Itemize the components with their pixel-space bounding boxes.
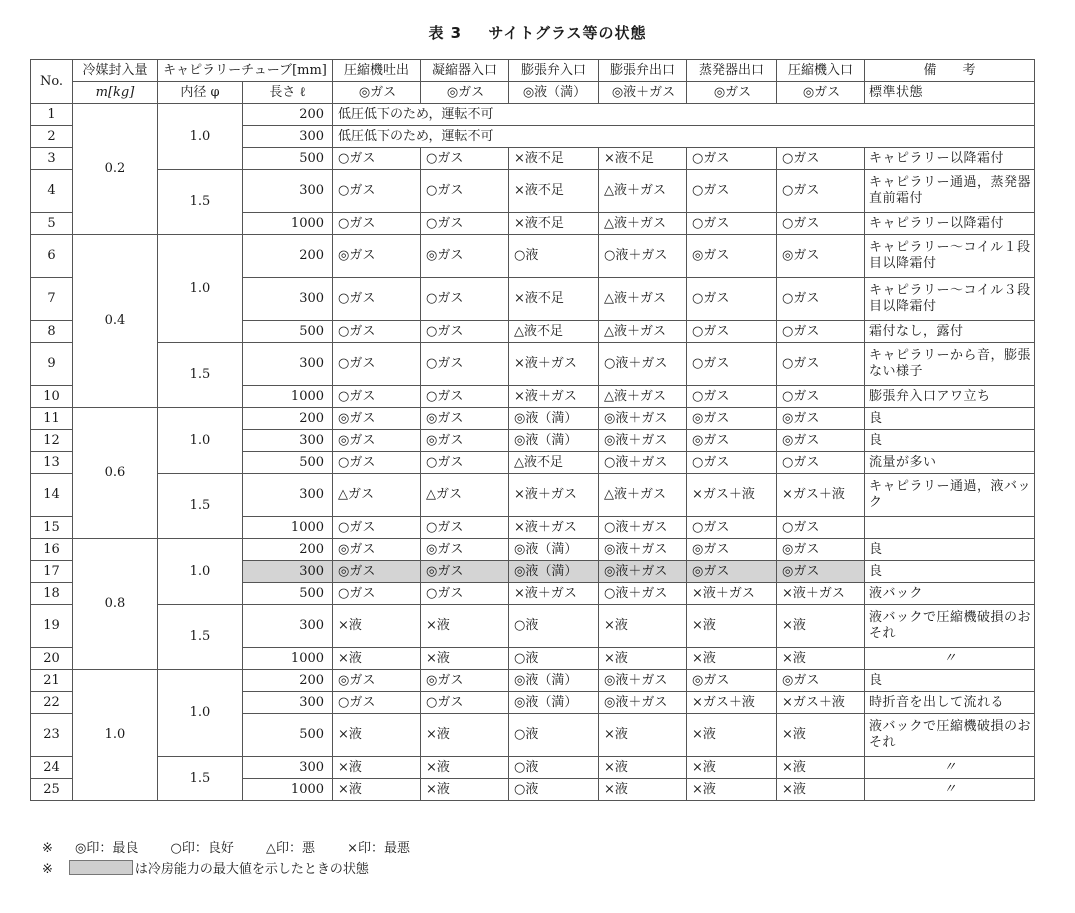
status-cell: ×ガス＋液: [687, 474, 777, 517]
row-number: 4: [31, 170, 73, 213]
status-cell: ◎ガス: [421, 235, 509, 278]
standard-col-4: ◎液＋ガス: [599, 82, 687, 104]
status-cell: ◎ガス: [777, 408, 865, 430]
row-number: 9: [31, 343, 73, 386]
status-cell: ×液: [333, 757, 421, 779]
status-cell: ×液: [687, 779, 777, 801]
remark-cell: 時折音を出して流れる: [865, 692, 1035, 714]
status-cell: ×液不足: [509, 148, 599, 170]
status-cell: ×ガス＋液: [687, 692, 777, 714]
length-cell: 300: [243, 170, 333, 213]
status-cell: ×液: [421, 779, 509, 801]
remark-cell: 良: [865, 539, 1035, 561]
status-cell: ◎液（満）: [509, 408, 599, 430]
charge-cell: 0.2: [73, 104, 158, 235]
status-cell: ×液: [777, 757, 865, 779]
table-row: [31, 539, 1035, 561]
status-cell: ◎ガス: [333, 670, 421, 692]
status-cell: ×液: [687, 714, 777, 757]
diameter-cell: 1.5: [158, 474, 243, 539]
table-row: [31, 104, 1035, 126]
status-cell: ×液: [687, 648, 777, 670]
status-cell: ○液: [509, 779, 599, 801]
status-cell: △ガス: [333, 474, 421, 517]
status-cell: ×液: [333, 605, 421, 648]
status-cell: ◎液＋ガス: [599, 692, 687, 714]
diameter-cell: 1.0: [158, 408, 243, 474]
status-cell: ◎ガス: [421, 408, 509, 430]
status-cell: ◎液（満）: [509, 670, 599, 692]
charge-cell: 0.4: [73, 235, 158, 408]
legend-best: ◎印：最良: [75, 841, 139, 856]
status-cell: △液＋ガス: [599, 170, 687, 213]
table-row: [31, 343, 1035, 386]
status-cell: ◎ガス: [421, 561, 509, 583]
highlight-swatch: [69, 860, 133, 875]
diameter-cell: 1.0: [158, 539, 243, 605]
table-row: [31, 474, 1035, 517]
status-cell: ×液: [599, 605, 687, 648]
header-row-2: [31, 82, 1035, 104]
remark-cell: キャピラリーから音，膨張ない様子: [865, 343, 1035, 386]
status-cell: ○ガス: [687, 148, 777, 170]
length-cell: 200: [243, 539, 333, 561]
row-number: 19: [31, 605, 73, 648]
row-number: 24: [31, 757, 73, 779]
status-cell: ○ガス: [421, 583, 509, 605]
header-no: No.: [31, 60, 73, 104]
diameter-cell: 1.5: [158, 605, 243, 670]
status-cell: ◎ガス: [421, 670, 509, 692]
status-cell: ○ガス: [421, 452, 509, 474]
status-cell: ○ガス: [333, 321, 421, 343]
row-number: 3: [31, 148, 73, 170]
header-col-1: 圧縮機吐出: [333, 60, 421, 82]
length-cell: 300: [243, 343, 333, 386]
status-cell: ○ガス: [333, 148, 421, 170]
table-caption: サイトグラス等の状態: [488, 24, 647, 42]
standard-col-1: ◎ガス: [333, 82, 421, 104]
table-number: 表 3: [428, 24, 463, 42]
status-cell: ○液: [509, 714, 599, 757]
status-cell: ○ガス: [687, 386, 777, 408]
header-charge-unit: m[kg]: [73, 82, 158, 104]
length-cell: 1000: [243, 648, 333, 670]
legend-footnote: [42, 837, 410, 856]
remark-cell: 良: [865, 430, 1035, 452]
standard-col-6: ◎ガス: [777, 82, 865, 104]
remark-cell: 〃: [865, 757, 1035, 779]
remark-cell: 液バック: [865, 583, 1035, 605]
length-cell: 500: [243, 452, 333, 474]
status-cell: ○液: [509, 648, 599, 670]
legend-worst: ×印：最悪: [347, 841, 411, 856]
remark-cell: 良: [865, 561, 1035, 583]
length-cell: 300: [243, 126, 333, 148]
length-cell: 200: [243, 104, 333, 126]
status-cell: ×液＋ガス: [509, 583, 599, 605]
header-remarks: 備 考: [865, 60, 1035, 82]
header-col-4: 膨張弁出口: [599, 60, 687, 82]
diameter-cell: 1.0: [158, 104, 243, 170]
status-cell: ×液＋ガス: [509, 474, 599, 517]
status-cell: ○ガス: [777, 386, 865, 408]
remark-cell: 流量が多い: [865, 452, 1035, 474]
status-cell: ◎ガス: [687, 430, 777, 452]
length-cell: 300: [243, 757, 333, 779]
status-cell: ○ガス: [421, 148, 509, 170]
length-cell: 1000: [243, 213, 333, 235]
status-cell: ○ガス: [333, 692, 421, 714]
status-cell: ○ガス: [777, 213, 865, 235]
status-cell: ○ガス: [687, 278, 777, 321]
status-cell: ◎液（満）: [509, 539, 599, 561]
length-cell: 200: [243, 235, 333, 278]
status-cell: ◎ガス: [333, 561, 421, 583]
row-number: 17: [31, 561, 73, 583]
highlight-footnote: [42, 858, 369, 877]
status-cell: ○ガス: [687, 517, 777, 539]
status-cell: ○液＋ガス: [599, 452, 687, 474]
row-number: 16: [31, 539, 73, 561]
status-cell: ○ガス: [421, 692, 509, 714]
status-cell: ◎液（満）: [509, 692, 599, 714]
length-cell: 300: [243, 692, 333, 714]
header-charge: 冷媒封入量: [73, 60, 158, 82]
status-cell: ◎ガス: [421, 430, 509, 452]
length-cell: 300: [243, 474, 333, 517]
table-row: [31, 235, 1035, 278]
status-cell: ○ガス: [777, 278, 865, 321]
status-cell: ×液: [599, 648, 687, 670]
status-cell: ◎ガス: [777, 235, 865, 278]
status-cell: ◎ガス: [687, 235, 777, 278]
length-cell: 500: [243, 148, 333, 170]
status-cell: ○ガス: [421, 386, 509, 408]
table-row: [31, 605, 1035, 648]
header-col-5: 蒸発器出口: [687, 60, 777, 82]
remark-cell: [865, 517, 1035, 539]
status-cell: ×液＋ガス: [687, 583, 777, 605]
status-cell: ◎液＋ガス: [599, 430, 687, 452]
header-diameter: 内径 φ: [158, 82, 243, 104]
remark-cell: キャピラリー以降霜付: [865, 148, 1035, 170]
status-cell: ×液不足: [509, 170, 599, 213]
status-cell: ◎ガス: [777, 670, 865, 692]
diameter-cell: 1.0: [158, 235, 243, 343]
status-cell: ○液＋ガス: [599, 343, 687, 386]
status-cell: ×液＋ガス: [509, 517, 599, 539]
length-cell: 1000: [243, 779, 333, 801]
status-cell: ×液: [777, 605, 865, 648]
standard-col-3: ◎液（満）: [509, 82, 599, 104]
header-col-2: 凝縮器入口: [421, 60, 509, 82]
row-number: 22: [31, 692, 73, 714]
status-cell: ◎液＋ガス: [599, 561, 687, 583]
legend-good: ○印：良好: [170, 841, 234, 856]
status-cell: ○ガス: [421, 213, 509, 235]
status-cell: ◎ガス: [687, 561, 777, 583]
status-cell: ○ガス: [777, 517, 865, 539]
row-number: 10: [31, 386, 73, 408]
length-cell: 500: [243, 583, 333, 605]
row-number: 2: [31, 126, 73, 148]
row-number: 20: [31, 648, 73, 670]
footnote-mark: ※: [42, 841, 53, 856]
status-cell: ×液: [421, 605, 509, 648]
row-number: 12: [31, 430, 73, 452]
status-cell: ×液: [333, 779, 421, 801]
remark-cell: 霜付なし，露付: [865, 321, 1035, 343]
status-cell: ◎ガス: [333, 408, 421, 430]
status-cell: ◎ガス: [687, 408, 777, 430]
status-cell: ○ガス: [777, 343, 865, 386]
status-cell: ○液＋ガス: [599, 517, 687, 539]
status-cell: ×液: [687, 605, 777, 648]
status-cell: ×ガス＋液: [777, 692, 865, 714]
header-col-3: 膨張弁入口: [509, 60, 599, 82]
status-cell: ×液: [599, 714, 687, 757]
status-cell: ◎ガス: [333, 235, 421, 278]
length-cell: 300: [243, 561, 333, 583]
charge-cell: 0.6: [73, 408, 158, 539]
status-cell: ◎ガス: [777, 430, 865, 452]
status-cell: ×液＋ガス: [509, 343, 599, 386]
merged-status-cell: 低圧低下のため，運転不可: [333, 126, 1035, 148]
status-cell: ×液: [599, 757, 687, 779]
status-cell: ×ガス＋液: [777, 474, 865, 517]
status-cell: △液＋ガス: [599, 386, 687, 408]
status-cell: △液＋ガス: [599, 321, 687, 343]
remark-cell: キャピラリー～コイル１段目以降霜付: [865, 235, 1035, 278]
status-cell: ×液: [687, 757, 777, 779]
status-cell: ×液: [333, 648, 421, 670]
status-cell: ○ガス: [333, 386, 421, 408]
status-cell: ○ガス: [687, 343, 777, 386]
standard-note: 標準状態: [865, 82, 1035, 104]
row-number: 5: [31, 213, 73, 235]
remark-cell: 良: [865, 670, 1035, 692]
diameter-cell: 1.5: [158, 757, 243, 801]
standard-col-5: ◎ガス: [687, 82, 777, 104]
row-number: 11: [31, 408, 73, 430]
status-cell: ○ガス: [333, 452, 421, 474]
charge-cell: 1.0: [73, 670, 158, 801]
status-cell: ○ガス: [421, 278, 509, 321]
diameter-cell: 1.5: [158, 170, 243, 235]
diameter-cell: 1.5: [158, 343, 243, 408]
status-cell: ×液不足: [509, 213, 599, 235]
status-cell: ○ガス: [687, 321, 777, 343]
status-cell: ○ガス: [687, 452, 777, 474]
status-cell: ×液: [421, 757, 509, 779]
length-cell: 200: [243, 670, 333, 692]
row-number: 18: [31, 583, 73, 605]
status-cell: ○ガス: [333, 278, 421, 321]
length-cell: 300: [243, 605, 333, 648]
diameter-cell: 1.0: [158, 670, 243, 757]
status-cell: ○ガス: [421, 321, 509, 343]
standard-col-2: ◎ガス: [421, 82, 509, 104]
row-number: 1: [31, 104, 73, 126]
status-cell: ○ガス: [777, 452, 865, 474]
table-title: [0, 22, 1075, 43]
status-cell: ×液不足: [599, 148, 687, 170]
status-cell: ×液: [777, 714, 865, 757]
status-cell: ◎液（満）: [509, 430, 599, 452]
status-cell: ○ガス: [421, 343, 509, 386]
merged-status-cell: 低圧低下のため，運転不可: [333, 104, 1035, 126]
status-cell: ◎液（満）: [509, 561, 599, 583]
header-capillary: キャピラリーチューブ[mm]: [158, 60, 333, 82]
status-cell: ◎液＋ガス: [599, 670, 687, 692]
length-cell: 1000: [243, 386, 333, 408]
status-cell: △液不足: [509, 452, 599, 474]
status-cell: ○液＋ガス: [599, 235, 687, 278]
table-row: [31, 170, 1035, 213]
row-number: 8: [31, 321, 73, 343]
table-row: [31, 670, 1035, 692]
status-cell: ◎液＋ガス: [599, 408, 687, 430]
remark-cell: 液バックで圧縮機破損のおそれ: [865, 714, 1035, 757]
sight-glass-table: [30, 59, 1035, 801]
status-cell: ×液: [333, 714, 421, 757]
length-cell: 200: [243, 408, 333, 430]
table-row: [31, 408, 1035, 430]
status-cell: ×液＋ガス: [509, 386, 599, 408]
remark-cell: キャピラリー通過，蒸発器直前霜付: [865, 170, 1035, 213]
status-cell: ◎ガス: [687, 539, 777, 561]
row-number: 14: [31, 474, 73, 517]
status-cell: ○ガス: [687, 170, 777, 213]
status-cell: ○液: [509, 605, 599, 648]
remark-cell: キャピラリー～コイル３段目以降霜付: [865, 278, 1035, 321]
status-cell: ×液: [599, 779, 687, 801]
remark-cell: 〃: [865, 648, 1035, 670]
length-cell: 500: [243, 321, 333, 343]
status-cell: ◎ガス: [421, 539, 509, 561]
status-cell: ○ガス: [421, 170, 509, 213]
status-cell: ○ガス: [333, 583, 421, 605]
row-number: 25: [31, 779, 73, 801]
status-cell: ×液＋ガス: [777, 583, 865, 605]
status-cell: ◎液＋ガス: [599, 539, 687, 561]
status-cell: △ガス: [421, 474, 509, 517]
remark-cell: 良: [865, 408, 1035, 430]
status-cell: ×液: [777, 779, 865, 801]
length-cell: 300: [243, 430, 333, 452]
row-number: 6: [31, 235, 73, 278]
status-cell: ○ガス: [777, 321, 865, 343]
status-cell: △液＋ガス: [599, 474, 687, 517]
status-cell: ◎ガス: [777, 561, 865, 583]
length-cell: 1000: [243, 517, 333, 539]
highlight-note: は冷房能力の最大値を示したときの状態: [134, 862, 369, 877]
status-cell: ◎ガス: [687, 670, 777, 692]
status-cell: △液不足: [509, 321, 599, 343]
row-number: 21: [31, 670, 73, 692]
header-row-1: [31, 60, 1035, 82]
remark-cell: キャピラリー以降霜付: [865, 213, 1035, 235]
legend-bad: △印：悪: [266, 841, 316, 856]
charge-cell: 0.8: [73, 539, 158, 670]
remark-cell: 液バックで圧縮機破損のおそれ: [865, 605, 1035, 648]
header-col-6: 圧縮機入口: [777, 60, 865, 82]
footnote-mark: ※: [42, 862, 53, 877]
status-cell: △液＋ガス: [599, 213, 687, 235]
status-cell: △液＋ガス: [599, 278, 687, 321]
status-cell: ×液: [421, 648, 509, 670]
status-cell: ○液＋ガス: [599, 583, 687, 605]
row-number: 23: [31, 714, 73, 757]
length-cell: 300: [243, 278, 333, 321]
status-cell: ○ガス: [333, 517, 421, 539]
status-cell: ○ガス: [333, 170, 421, 213]
status-cell: ○ガス: [777, 170, 865, 213]
status-cell: ○ガス: [333, 213, 421, 235]
status-cell: ○液: [509, 757, 599, 779]
status-cell: ×液: [777, 648, 865, 670]
header-length: 長さ ℓ: [243, 82, 333, 104]
length-cell: 500: [243, 714, 333, 757]
status-cell: ○液: [509, 235, 599, 278]
status-cell: ◎ガス: [333, 430, 421, 452]
table-row: [31, 757, 1035, 779]
status-cell: ×液: [421, 714, 509, 757]
row-number: 7: [31, 278, 73, 321]
remark-cell: 膨張弁入口アワ立ち: [865, 386, 1035, 408]
status-cell: ○ガス: [777, 148, 865, 170]
status-cell: ◎ガス: [333, 539, 421, 561]
remark-cell: 〃: [865, 779, 1035, 801]
status-cell: ×液不足: [509, 278, 599, 321]
status-cell: ◎ガス: [777, 539, 865, 561]
status-cell: ○ガス: [333, 343, 421, 386]
status-cell: ○ガス: [421, 517, 509, 539]
row-number: 15: [31, 517, 73, 539]
row-number: 13: [31, 452, 73, 474]
status-cell: ○ガス: [687, 213, 777, 235]
remark-cell: キャピラリー通過，液バック: [865, 474, 1035, 517]
